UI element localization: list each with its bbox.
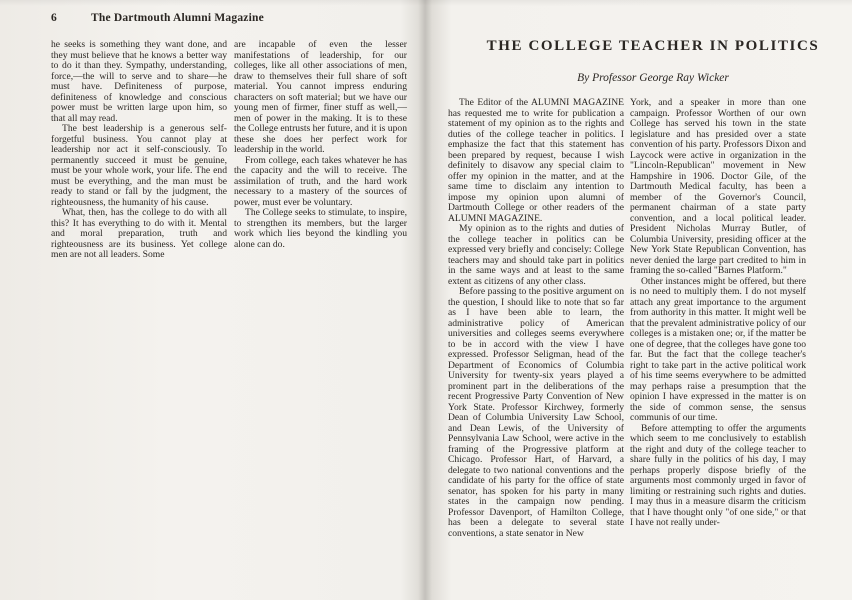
paragraph: What, then, has the college to do with all this? It has everything to do with it. Mental and moral preparation, truth and righteousness are its business. Yet college men are not all leaders. Some <box>51 207 227 260</box>
paragraph: Before passing to the positive argument on the question, I should like to note that so far as I have been able to learn, the administrative policy of American universities and colleges seems everywhere to be in accord with the view I have expressed. Professor Seligman, head of the Department of Economics of Columbia University for twenty-six years played a prominent part in the deliberations of the recent Progressive Party Convention of New York State. Professor Kirchwey, formerly Dean of Columbia University Law School, and Dean Lewis, of the University of Pennsylvania Law School, were active in the framing of the Progressive platform at Chicago. Professor Hart, of Harvard, a delegate to two national conventions and the candidate of his party for the office of state senator, has spoken for his party in many states in the campaign now pending. Professor Davenport, of Hamilton College, has been a delegate to several state conventions, a state senator in New <box>448 286 624 539</box>
paragraph: Other instances might be offered, but there is no need to multiply them. I do not myself attach any great importance to the argument from authority in this matter. It might well be that the prevalent administrative policy of our colleges is a mistaken one; or, if the matter be one of degree, that the colleges have gone too far. But the fact that the college teacher's right to take part in the active political work of his time seems everywhere to be admitted may perhaps raise a presumption that the opinion I have expressed in the matter is on the side of common sense, the sensus communis of our time. <box>630 275 806 423</box>
paragraph: The Editor of the ALUMNI MAGAZINE has requested me to write for publication a statement of my opinion as to the rights and duties of the college teacher in politics. I emphasize the fact that this statement has been prepared by request, because I wish definitely to disavow any special claim to offer my opinion in the matter, and at the same time to disclaim any intention to impose my opinion upon alumni of Dartmouth College or other readers of the ALUMNI MAGAZINE. <box>448 97 624 224</box>
page-number: 6 <box>51 12 57 24</box>
paragraph: are incapable of even the lesser manifestations of leadership, for our colleges, like all other associations of men, draw to themselves their full share of soft material. You cannot impress enduring characters on soft material; but we have our young men of firmer, finer stuff as well,—men of power in the making. It is to these the College entrusts her future, and it is upon these she does her perfect work for leadership in the world. <box>234 39 407 155</box>
left-column-2 <box>234 40 407 250</box>
paragraph: From college, each takes whatever he has the capacity and the will to receive. The assimilation of truth, and the hard work necessary to a mastery of the sources of power, must ever be voluntary. <box>234 154 407 208</box>
paragraph: he seeks is something they want done, and they must believe that he knows a better way to do it than they. Sympathy, understanding, force,—the will to serve and to share—he must have. Definiteness of purpose, definiteness of knowledge and conscious power must be written large upon him, so that all may read. <box>51 39 227 124</box>
magazine-title: The Dartmouth Alumni Magazine <box>91 12 264 24</box>
right-column-2 <box>630 98 806 529</box>
right-column-1 <box>448 98 624 539</box>
paragraph: York, and a speaker in more than one campaign. Professor Worthen of our own College has served his town in the state legislature and has presided over a state convention of his party. Professors Dixon and Laycock were active in organization in the "Lincoln-Republican" movement in New Hampshire in 1906. Doctor Gile, of the Dartmouth Medical faculty, has been a member of the Governor's Council, permanent chairman of a state party convention, and a local political leader. President Nicholas Murray Butler, of Columbia University, presiding officer at the New York State Republican Convention, has never denied the large part credited to him in framing the so-called "Barnes Platform." <box>630 97 806 276</box>
running-head <box>51 12 411 24</box>
paragraph: Before attempting to offer the arguments which seem to me conclusively to establish the right and duty of the college teacher to share fully in the politics of his day, I may perhaps properly dispose briefly of the arguments most commonly urged in favor of limiting or restraining such rights and duties. I may thus in a measure disarm the criticism that I have thought only "of one side," or that I have not really under- <box>630 422 806 528</box>
left-page <box>0 0 425 600</box>
paragraph: My opinion as to the rights and duties of the college teacher in politics can be expressed very briefly and concisely: College teachers may and should take part in politics in the same ways and at least to the same extent as citizens of any other class. <box>448 223 624 287</box>
paragraph: The College seeks to stimulate, to inspire, to strengthen its members, but the larger work which lies beyond the kindling you alone can do. <box>234 207 407 250</box>
left-column-1 <box>51 40 227 261</box>
byline: By Professor George Ray Wicker <box>577 72 729 84</box>
right-page <box>427 0 852 600</box>
article-title: THE COLLEGE TEACHER IN POLITICS <box>486 38 820 54</box>
paragraph: The best leadership is a generous self-forgetful business. You cannot play at leadership nor act it self-consciously. To permanently succeed it must be genuine, must be your whole work, your life. The end must be everything, and the man must be ready to stand or fall by the judgment, the righteousness, the humanity of his cause. <box>51 123 227 208</box>
